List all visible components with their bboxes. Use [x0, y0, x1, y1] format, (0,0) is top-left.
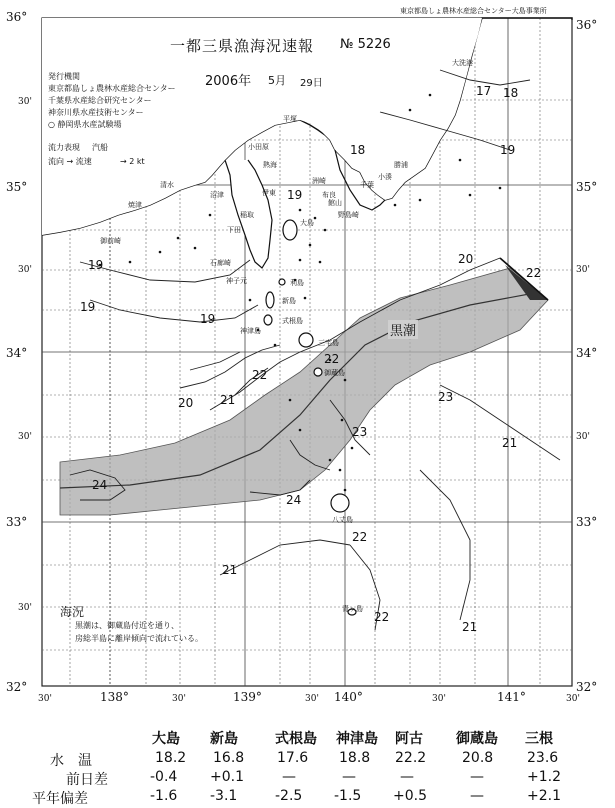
- issuer-3: 神奈川県水産技術センター: [48, 108, 144, 117]
- col-shikinejima: 式根島: [275, 731, 317, 747]
- cell-0-1: 16.8: [213, 750, 245, 766]
- place-kominato: 小湊: [378, 173, 392, 181]
- lat-32-right: 32°: [576, 680, 598, 694]
- place-shimizu: 清水: [160, 181, 174, 189]
- date-year: 2006年: [205, 74, 252, 89]
- iso-22d: 22: [374, 610, 390, 624]
- iso-22a: 22: [252, 368, 268, 382]
- place-irozaki: 石廊崎: [210, 259, 231, 267]
- temperature-table: [0, 728, 615, 807]
- lat-min-1-right: 30': [576, 265, 590, 275]
- place-chiba: 千葉: [360, 181, 374, 189]
- place-oshima: 大島: [300, 219, 314, 227]
- lat-35-left: 35°: [6, 180, 28, 194]
- iso-21c: 21: [222, 563, 238, 577]
- memo-line-2: 房総半島に離岸傾向で流れている。: [75, 634, 203, 643]
- lon-min-4: 30': [566, 694, 580, 704]
- cell-1-6: +1.2: [527, 769, 561, 785]
- cell-0-0: 18.2: [155, 750, 187, 766]
- iso-17: 17: [476, 84, 492, 98]
- place-nojimazaki: 野島崎: [338, 211, 359, 219]
- lat-34-right: 34°: [576, 346, 598, 360]
- place-mera: 布良: [322, 191, 336, 199]
- col-niijima: 新島: [210, 731, 238, 747]
- place-ito: 伊東: [262, 189, 276, 197]
- iso-22c: 22: [352, 530, 368, 544]
- lon-139: 139°: [233, 690, 262, 704]
- lon-141: 141°: [497, 690, 526, 704]
- iso-23a: 23: [438, 390, 454, 404]
- lat-min-3-left: 30': [18, 603, 32, 613]
- issuer-4: ○ 静岡県水産試験場: [48, 120, 122, 129]
- lat-min-0-left: 30': [18, 97, 32, 107]
- iso-18a: 18: [503, 86, 519, 100]
- lat-min-1-left: 30': [18, 265, 32, 275]
- cell-2-0: -1.6: [150, 788, 178, 804]
- iso-24a: 24: [92, 478, 108, 492]
- legend-row: 流向 → 流速: [48, 157, 92, 166]
- cell-1-4: —: [400, 769, 414, 785]
- iso-24b: 24: [286, 493, 302, 507]
- lat-33-left: 33°: [6, 515, 28, 529]
- iso-21b: 21: [502, 436, 518, 450]
- iso-23b: 23: [352, 425, 368, 439]
- cell-2-3: -1.5: [334, 788, 362, 804]
- iso-19c: 19: [88, 258, 104, 272]
- lon-min-0: 30': [38, 694, 52, 704]
- place-atami: 熱海: [263, 161, 277, 169]
- cell-0-6: 23.6: [527, 750, 559, 766]
- col-kozushima: 神津島: [336, 731, 378, 747]
- island-niijima: [266, 292, 274, 308]
- row-label-diff: 前日差: [66, 772, 108, 788]
- place-shimoda: 下田: [227, 226, 241, 234]
- place-toshima: 利島: [290, 279, 304, 287]
- lat-36-right: 36°: [576, 18, 598, 32]
- iso-21a: 21: [220, 393, 236, 407]
- island-toshima: [279, 279, 285, 285]
- lat-min-2-left: 30': [18, 432, 32, 442]
- lon-140: 140°: [334, 690, 363, 704]
- lon-min-3: 30': [432, 694, 446, 704]
- place-hiratsuka: 平塚: [283, 115, 297, 123]
- cell-0-2: 17.6: [277, 750, 309, 766]
- issuer-1: 東京都島しょ農林水産総合センター: [48, 84, 176, 93]
- place-oarai: 大洗港: [452, 59, 473, 67]
- lat-32-left: 32°: [6, 680, 28, 694]
- report-number: № 5226: [340, 37, 391, 52]
- iso-20b: 20: [178, 396, 194, 410]
- cell-1-0: -0.4: [150, 769, 178, 785]
- island-miyake: [299, 333, 313, 347]
- place-odawara: 小田原: [248, 143, 269, 151]
- iso-21d: 21: [462, 620, 478, 634]
- cell-0-4: 22.2: [395, 750, 427, 766]
- memo-line-1: 黒潮は、御蔵島付近を通り、: [75, 621, 179, 630]
- col-ako: 阿古: [395, 731, 423, 747]
- col-mikurajima: 御蔵島: [456, 731, 498, 747]
- lat-36-left: 36°: [6, 10, 28, 24]
- col-oshima: 大島: [152, 731, 180, 747]
- place-yaizu: 焼津: [128, 201, 142, 209]
- place-hachijojima: 八丈島: [332, 516, 353, 524]
- lat-33-right: 33°: [576, 515, 598, 529]
- report-title: 一都三県漁海況速報: [170, 37, 315, 55]
- place-omaezaki: 御前崎: [100, 237, 121, 245]
- place-katsuura: 勝浦: [394, 161, 408, 169]
- island-hachijo: [331, 494, 349, 512]
- place-inatori: 稲取: [240, 211, 254, 219]
- lon-min-2: 30': [305, 694, 319, 704]
- island-oshima: [283, 220, 297, 240]
- cell-0-5: 20.8: [462, 750, 494, 766]
- iso-20a: 20: [458, 252, 474, 266]
- cell-0-3: 18.8: [339, 750, 371, 766]
- legend-heading: 流力表現: [48, 143, 80, 152]
- iso-19b: 19: [287, 188, 303, 202]
- place-niijima: 新島: [282, 297, 296, 305]
- iso-19d: 19: [80, 300, 96, 314]
- col-mitsune: 三根: [525, 731, 553, 747]
- place-shikinejima: 式根島: [282, 317, 303, 325]
- iso-22b: 22: [526, 266, 542, 280]
- place-kozushima: 神津島: [240, 327, 261, 335]
- cell-1-1: +0.1: [210, 769, 244, 785]
- agency-label: 東京都島しょ農林水産総合センター大島事業所: [400, 7, 547, 15]
- legend-speed: → 2 kt: [120, 157, 145, 166]
- issuer-2: 千葉県水産総合研究センター: [48, 96, 152, 105]
- place-aogashima: 青ヶ島: [342, 605, 363, 613]
- cell-1-5: —: [470, 769, 484, 785]
- cell-2-1: -3.1: [210, 788, 238, 804]
- lon-min-1: 30': [172, 694, 186, 704]
- iso-19e: 19: [200, 312, 216, 326]
- iso-22e: 22: [324, 352, 340, 366]
- iso-19a: 19: [500, 143, 516, 157]
- cell-2-2: -2.5: [275, 788, 303, 804]
- place-sunosaki: 洲崎: [312, 177, 326, 185]
- date-day: 29日: [300, 78, 323, 89]
- issuers-heading: 発行機関: [48, 72, 80, 81]
- row-label-anomaly: 平年偏差: [32, 791, 88, 807]
- cell-1-2: —: [282, 769, 296, 785]
- date-month: 5月: [268, 74, 286, 87]
- place-tateyama: 館山: [328, 199, 342, 207]
- lon-138: 138°: [100, 690, 129, 704]
- place-mikomoto: 神子元: [226, 277, 247, 285]
- place-mikurajima: 御蔵島: [324, 369, 345, 377]
- cell-1-3: —: [342, 769, 356, 785]
- row-label-temp: 水 温: [50, 753, 92, 769]
- lat-34-left: 34°: [6, 346, 28, 360]
- place-numazu: 沼津: [210, 191, 224, 199]
- island-kozushima: [264, 315, 272, 325]
- iso-18b: 18: [350, 143, 366, 157]
- memo-heading: 海況: [60, 605, 85, 619]
- lat-35-right: 35°: [576, 180, 598, 194]
- cell-2-5: —: [470, 788, 484, 804]
- legend-ship: 汽船: [92, 143, 108, 152]
- cell-2-6: +2.1: [527, 788, 561, 804]
- kuroshio-label: 黒潮: [388, 320, 418, 339]
- lat-min-2-right: 30': [576, 432, 590, 442]
- cell-2-4: +0.5: [393, 788, 427, 804]
- island-mikura: [314, 368, 322, 376]
- place-miyakejima: 三宅島: [318, 339, 339, 347]
